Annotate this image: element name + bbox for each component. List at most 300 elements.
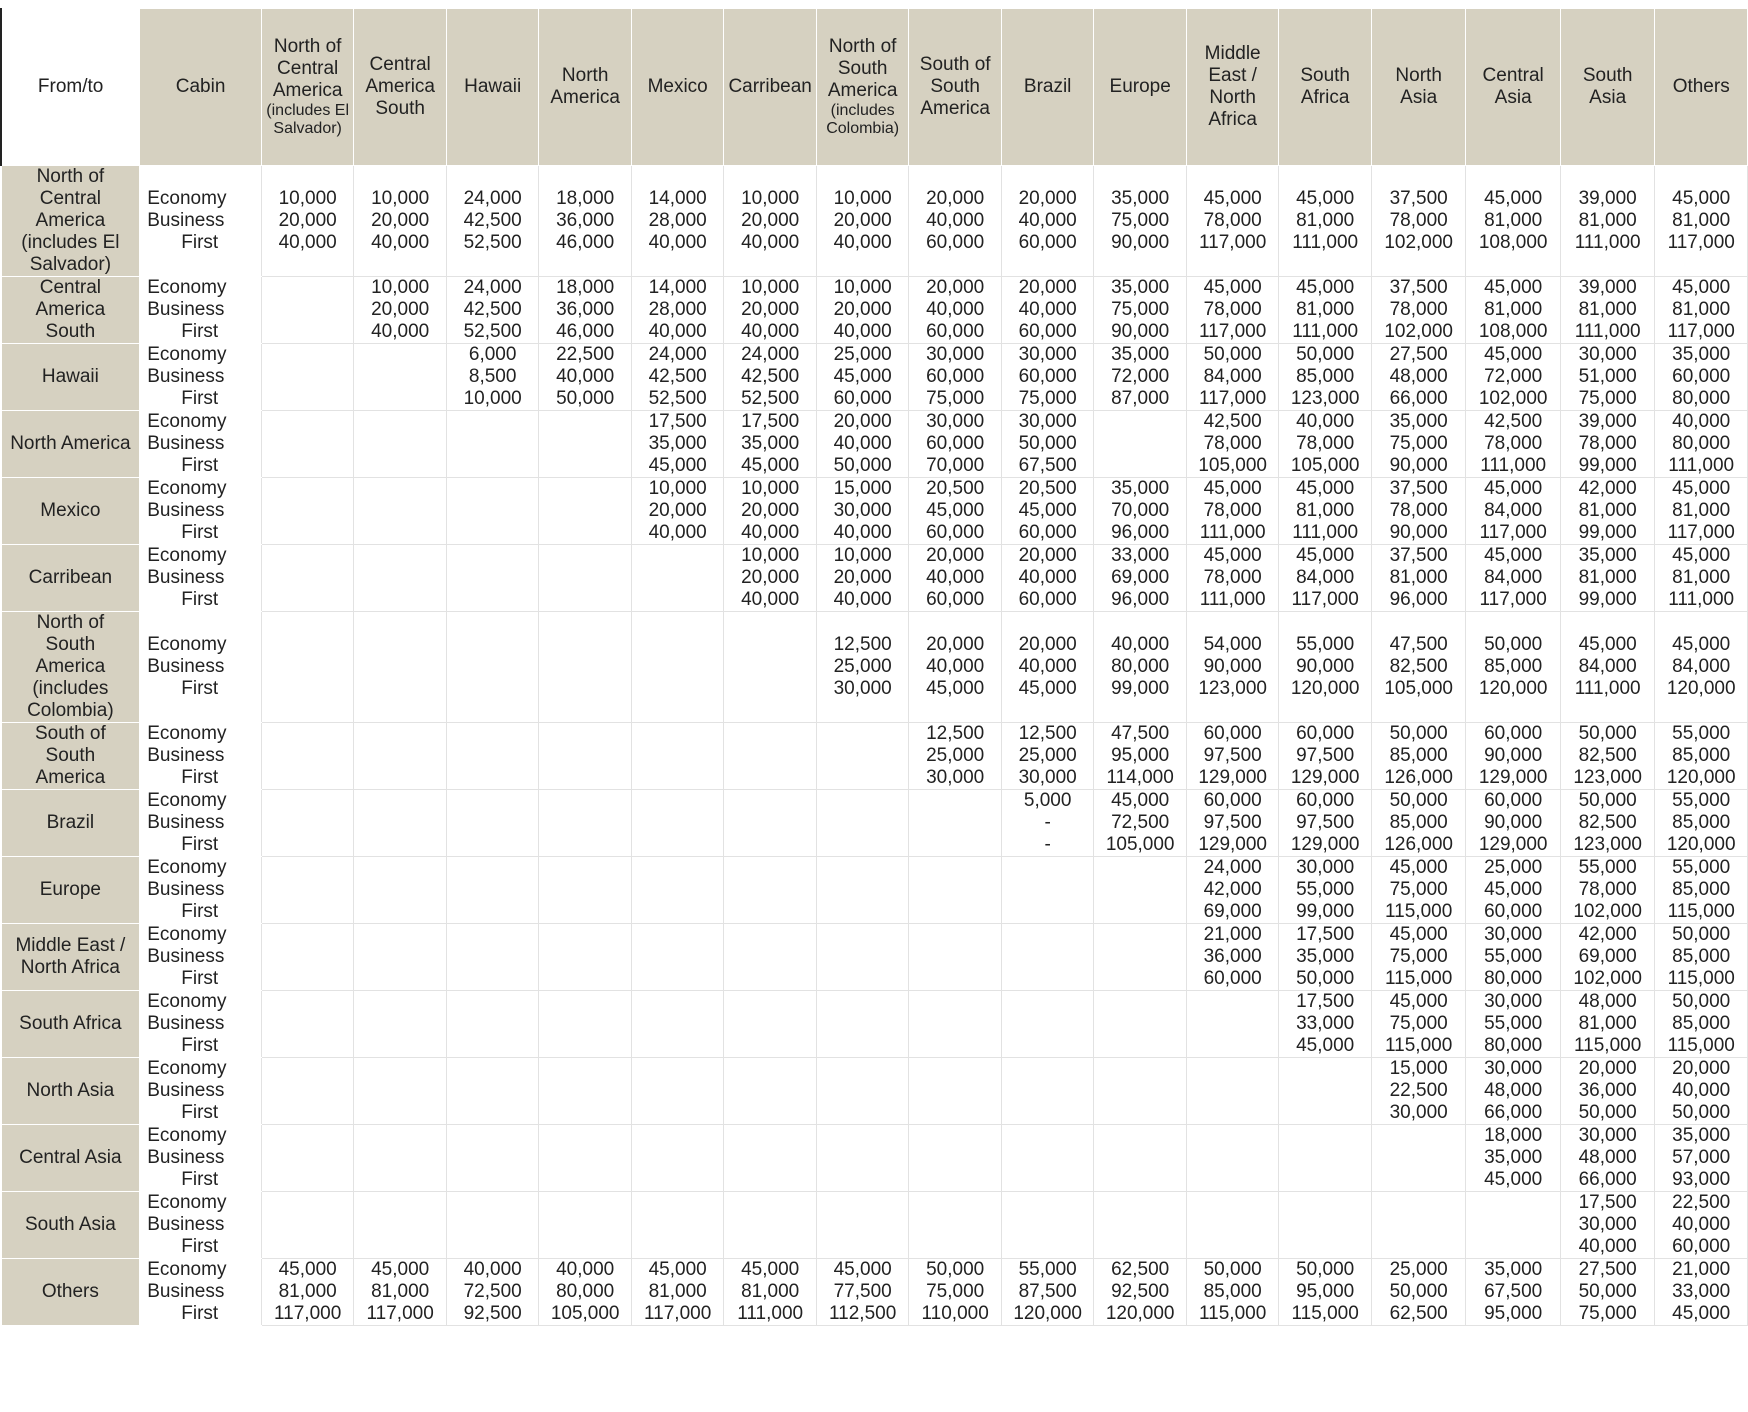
- miles-value: 110,000: [921, 1303, 989, 1324]
- award-cell: [631, 411, 724, 478]
- origin-label-line: South Africa: [19, 1013, 122, 1034]
- miles-value: 92,500: [1111, 1281, 1170, 1302]
- award-cell: [354, 478, 447, 545]
- award-cell: [1560, 924, 1655, 991]
- miles-value: 35,000: [741, 433, 800, 454]
- miles-value: 50,000: [1389, 790, 1448, 811]
- miles-value: 90,000: [1111, 321, 1170, 342]
- miles-value: 99,000: [1578, 589, 1637, 610]
- award-cell: [724, 1192, 817, 1259]
- cabin-list: [140, 857, 262, 924]
- origin-label-line: North Asia: [26, 1080, 115, 1101]
- miles-value: 40,000: [1296, 411, 1355, 432]
- award-cell: [1560, 545, 1655, 612]
- destination-header-line: America: [365, 76, 435, 97]
- miles-value: 115,000: [1574, 1035, 1642, 1056]
- miles-value: 60,000: [926, 366, 985, 387]
- miles-value: 37,500: [1389, 188, 1448, 209]
- miles-value: 20,000: [648, 500, 707, 521]
- miles-value: 126,000: [1384, 834, 1453, 855]
- cabin-list: [140, 478, 262, 545]
- miles-value: 20,000: [741, 299, 800, 320]
- miles-value: 35,000: [1111, 478, 1170, 499]
- miles-value: 117,000: [274, 1303, 342, 1324]
- miles-value: 81,000: [741, 1281, 800, 1302]
- miles-value: 72,500: [1111, 812, 1170, 833]
- miles-value: 52,500: [463, 232, 522, 253]
- miles-value: 50,000: [1578, 790, 1637, 811]
- miles-value: 81,000: [648, 1281, 707, 1302]
- award-cell: [1560, 1125, 1655, 1192]
- award-cell: [631, 277, 724, 344]
- award-cell: [816, 790, 909, 857]
- award-cell: [1186, 478, 1279, 545]
- award-cell: [1655, 411, 1748, 478]
- origin-label: [1, 1125, 140, 1192]
- origin-label: [1, 344, 140, 411]
- award-cell: [354, 344, 447, 411]
- award-cell: [1186, 924, 1279, 991]
- award-cell: [1466, 1192, 1561, 1259]
- miles-value: 90,000: [1296, 656, 1355, 677]
- miles-value: 45,000: [1296, 478, 1355, 499]
- miles-value: 30,000: [1389, 1102, 1448, 1123]
- miles-value: 66,000: [1578, 1169, 1637, 1190]
- award-cell: [724, 1125, 817, 1192]
- miles-value: 42,000: [1578, 924, 1637, 945]
- miles-value: 20,000: [926, 545, 985, 566]
- award-cell: [1655, 1125, 1748, 1192]
- award-cell: [631, 612, 724, 723]
- miles-value: 40,000: [1018, 656, 1077, 677]
- miles-value: 45,000: [1672, 634, 1731, 655]
- table-row: [1, 612, 1748, 723]
- miles-value: 111,000: [737, 1303, 804, 1324]
- cabin-label: First: [181, 1035, 219, 1056]
- miles-value: 50,000: [926, 1259, 985, 1280]
- miles-value: 20,500: [1018, 478, 1077, 499]
- table-row: [1, 723, 1748, 790]
- miles-value: 20,000: [833, 567, 892, 588]
- miles-value: 45,000: [1018, 678, 1077, 699]
- cabin-list: [140, 411, 262, 478]
- award-cell: [1001, 991, 1094, 1058]
- award-cell: [1279, 1192, 1372, 1259]
- miles-value: 57,000: [1672, 1147, 1731, 1168]
- header-row: [1, 9, 1748, 166]
- cabin-list: [140, 545, 262, 612]
- miles-value: 17,500: [1578, 1192, 1637, 1213]
- origin-label-line: North of: [36, 166, 105, 187]
- award-cell: [1371, 478, 1466, 545]
- miles-value: 87,500: [1018, 1281, 1077, 1302]
- miles-value: 117,000: [1479, 522, 1547, 543]
- miles-value: 80,000: [1111, 656, 1170, 677]
- award-cell: [909, 545, 1002, 612]
- destination-header: [539, 9, 632, 166]
- award-cell: [446, 790, 539, 857]
- miles-value: 20,000: [371, 299, 430, 320]
- award-cell: [446, 612, 539, 723]
- destination-header-line: Africa: [1208, 109, 1257, 130]
- origin-label-line: North America: [10, 433, 131, 454]
- miles-value: 81,000: [1672, 500, 1731, 521]
- miles-value: 60,000: [1484, 723, 1543, 744]
- cabin-label: Business: [147, 1013, 225, 1034]
- miles-value: 90,000: [1111, 232, 1170, 253]
- miles-value: 35,000: [1484, 1147, 1543, 1168]
- miles-value: 93,000: [1672, 1169, 1731, 1190]
- miles-value: -: [1044, 834, 1051, 855]
- miles-value: 123,000: [1573, 834, 1642, 855]
- miles-value: 30,000: [926, 344, 985, 365]
- miles-value: 10,000: [463, 388, 522, 409]
- award-cell: [909, 1058, 1002, 1125]
- miles-value: 102,000: [1384, 321, 1453, 342]
- miles-value: 18,000: [556, 277, 615, 298]
- cabin-label: First: [181, 321, 219, 342]
- miles-value: 37,500: [1389, 277, 1448, 298]
- miles-value: 102,000: [1384, 232, 1453, 253]
- miles-value: 117,000: [1291, 589, 1359, 610]
- miles-value: 33,000: [1296, 1013, 1355, 1034]
- miles-value: 50,000: [1389, 723, 1448, 744]
- miles-value: 115,000: [1667, 968, 1735, 989]
- award-cell: [354, 1192, 447, 1259]
- miles-value: 85,000: [1672, 745, 1731, 766]
- award-cell: [1001, 411, 1094, 478]
- miles-value: 60,000: [833, 388, 892, 409]
- award-cell: [1371, 1058, 1466, 1125]
- miles-value: 117,000: [1199, 232, 1267, 253]
- miles-value: 52,500: [741, 388, 800, 409]
- award-cell: [724, 612, 817, 723]
- miles-value: 40,000: [833, 232, 892, 253]
- award-cell: [1371, 545, 1466, 612]
- miles-value: 105,000: [1105, 834, 1175, 855]
- miles-value: 22,500: [1389, 1080, 1448, 1101]
- miles-value: 52,500: [648, 388, 707, 409]
- award-cell: [354, 723, 447, 790]
- award-cell: [724, 1058, 817, 1125]
- cabin-list: [140, 723, 262, 790]
- miles-value: 40,000: [926, 299, 985, 320]
- award-cell: [816, 1192, 909, 1259]
- miles-value: 82,500: [1578, 812, 1637, 833]
- miles-value: 85,000: [1389, 812, 1448, 833]
- miles-value: 21,000: [1672, 1259, 1731, 1280]
- award-cell: [1560, 723, 1655, 790]
- award-cell: [1001, 924, 1094, 991]
- miles-value: 90,000: [1203, 656, 1262, 677]
- miles-value: 40,000: [463, 1259, 522, 1280]
- miles-value: 40,000: [556, 1259, 615, 1280]
- miles-value: 84,000: [1578, 656, 1637, 677]
- destination-header-line: America: [920, 98, 990, 119]
- cabin-label: Business: [147, 500, 225, 521]
- award-cell: [909, 857, 1002, 924]
- miles-value: 25,000: [1484, 857, 1543, 878]
- table-row: [1, 790, 1748, 857]
- miles-value: 80,000: [1484, 968, 1543, 989]
- miles-value: 35,000: [1389, 411, 1448, 432]
- miles-value: 37,500: [1389, 545, 1448, 566]
- award-cell: [816, 991, 909, 1058]
- award-cell: [1186, 411, 1279, 478]
- miles-value: 39,000: [1578, 188, 1637, 209]
- miles-value: 75,000: [926, 1281, 985, 1302]
- award-cell: [1466, 612, 1561, 723]
- award-cell: [261, 857, 354, 924]
- origin-label: [1, 478, 140, 545]
- miles-value: 20,000: [1018, 188, 1077, 209]
- award-cell: [354, 166, 447, 277]
- award-cell: [1279, 411, 1372, 478]
- award-cell: [539, 1125, 632, 1192]
- miles-value: 17,500: [1296, 991, 1355, 1012]
- miles-value: 102,000: [1573, 968, 1642, 989]
- miles-value: 105,000: [1290, 455, 1360, 476]
- award-cell: [1094, 991, 1187, 1058]
- cabin-label: First: [181, 455, 219, 476]
- cabin-label: Business: [147, 366, 225, 387]
- award-cell: [631, 991, 724, 1058]
- award-cell: [1371, 790, 1466, 857]
- award-cell: [1279, 1259, 1372, 1326]
- award-cell: [1094, 344, 1187, 411]
- award-cell: [1560, 1259, 1655, 1326]
- miles-value: 81,000: [1296, 210, 1355, 231]
- miles-value: 129,000: [1478, 834, 1548, 855]
- cabin-list: [140, 924, 262, 991]
- award-cell: [1186, 991, 1279, 1058]
- origin-label: [1, 612, 140, 723]
- cabin-label: Economy: [147, 857, 227, 878]
- cabin-label: First: [181, 901, 219, 922]
- miles-value: 115,000: [1385, 1035, 1453, 1056]
- miles-value: 20,000: [741, 210, 800, 231]
- award-cell: [816, 166, 909, 277]
- award-cell: [539, 478, 632, 545]
- award-cell: [1655, 277, 1748, 344]
- award-cell: [1094, 723, 1187, 790]
- origin-label: [1, 790, 140, 857]
- miles-value: 117,000: [1479, 589, 1547, 610]
- award-cell: [354, 411, 447, 478]
- miles-value: 75,000: [1111, 210, 1170, 231]
- award-cell: [724, 991, 817, 1058]
- miles-value: 105,000: [1384, 678, 1453, 699]
- award-cell: [539, 166, 632, 277]
- award-cell: [1560, 790, 1655, 857]
- miles-value: 50,000: [1672, 1102, 1731, 1123]
- award-cell: [1466, 344, 1561, 411]
- miles-value: 120,000: [1105, 1303, 1175, 1324]
- destination-header-line: South: [375, 98, 425, 119]
- miles-value: 81,000: [371, 1281, 430, 1302]
- miles-value: 99,000: [1296, 901, 1355, 922]
- miles-value: 55,000: [1484, 946, 1543, 967]
- award-cell: [1279, 344, 1372, 411]
- table-body: [1, 166, 1748, 1326]
- miles-value: 72,000: [1111, 366, 1170, 387]
- award-cell: [1001, 1192, 1094, 1259]
- miles-value: 20,000: [278, 210, 337, 231]
- miles-value: 115,000: [1667, 901, 1735, 922]
- miles-value: 24,000: [741, 344, 800, 365]
- miles-value: 48,000: [1578, 1147, 1637, 1168]
- miles-value: 60,000: [926, 321, 985, 342]
- miles-value: 10,000: [741, 188, 800, 209]
- award-cell: [261, 1259, 354, 1326]
- miles-value: 112,500: [829, 1303, 897, 1324]
- destination-header-line: North of: [828, 36, 897, 57]
- origin-label-line: North Africa: [20, 957, 120, 978]
- award-cell: [1001, 857, 1094, 924]
- miles-value: 126,000: [1384, 767, 1453, 788]
- miles-value: 90,000: [1484, 812, 1543, 833]
- origin-label: [1, 991, 140, 1058]
- cabin-label: Business: [147, 299, 225, 320]
- award-cell: [1371, 924, 1466, 991]
- miles-value: 40,000: [278, 232, 337, 253]
- miles-value: 78,000: [1203, 500, 1262, 521]
- destination-header-line: Hawaii: [464, 76, 522, 97]
- origin-label-line: North of: [36, 612, 105, 633]
- miles-value: 50,000: [1018, 433, 1077, 454]
- miles-value: 42,500: [741, 366, 800, 387]
- miles-value: 5,000: [1023, 790, 1072, 811]
- destination-header-line: Central: [1482, 65, 1544, 86]
- origin-label-line: America: [35, 299, 106, 320]
- award-cell: [1371, 166, 1466, 277]
- miles-value: 99,000: [1578, 522, 1637, 543]
- award-cell: [446, 1058, 539, 1125]
- miles-value: 40,000: [926, 210, 985, 231]
- miles-value: 40,000: [648, 522, 707, 543]
- cabin-label: First: [181, 522, 219, 543]
- origin-label-line: Hawaii: [41, 366, 99, 387]
- miles-value: 35,000: [1111, 344, 1170, 365]
- award-cell: [1186, 277, 1279, 344]
- miles-value: 45,000: [833, 366, 892, 387]
- award-cell: [1466, 411, 1561, 478]
- miles-value: 35,000: [1672, 344, 1731, 365]
- miles-value: 67,500: [1018, 455, 1077, 476]
- award-cell: [1655, 991, 1748, 1058]
- destination-header: [1371, 9, 1466, 166]
- award-cell: [1279, 991, 1372, 1058]
- cabin-label: Business: [147, 745, 225, 766]
- cabin-label: Economy: [147, 344, 227, 365]
- award-cell: [1186, 1058, 1279, 1125]
- award-cell: [909, 411, 1002, 478]
- miles-value: 95,000: [1484, 1303, 1543, 1324]
- miles-value: 78,000: [1578, 879, 1637, 900]
- miles-value: 84,000: [1484, 567, 1543, 588]
- miles-value: 81,000: [1672, 210, 1731, 231]
- miles-value: 55,000: [1484, 1013, 1543, 1034]
- miles-value: 42,500: [1484, 411, 1543, 432]
- award-cell: [1094, 857, 1187, 924]
- award-cell: [909, 991, 1002, 1058]
- award-cell: [446, 1259, 539, 1326]
- cabin-list: [140, 1192, 262, 1259]
- miles-value: 81,000: [1578, 210, 1637, 231]
- award-cell: [261, 723, 354, 790]
- destination-header: [631, 9, 724, 166]
- table-row: [1, 344, 1748, 411]
- miles-value: 111,000: [1292, 232, 1359, 253]
- miles-value: 40,000: [926, 567, 985, 588]
- award-cell: [1466, 1125, 1561, 1192]
- award-cell: [539, 612, 632, 723]
- destination-header-line: Colombia): [826, 120, 900, 137]
- award-cell: [1655, 478, 1748, 545]
- award-cell: [539, 790, 632, 857]
- award-cell: [1001, 545, 1094, 612]
- award-cell: [1279, 1125, 1372, 1192]
- award-cell: [1655, 1058, 1748, 1125]
- table-row: [1, 166, 1748, 277]
- destination-header: [1001, 9, 1094, 166]
- award-cell: [909, 277, 1002, 344]
- destination-header-line: Central: [369, 54, 431, 75]
- award-cell: [539, 857, 632, 924]
- miles-value: 81,000: [1389, 567, 1448, 588]
- award-cell: [261, 612, 354, 723]
- miles-value: 90,000: [1484, 745, 1543, 766]
- award-cell: [1186, 166, 1279, 277]
- award-cell: [1466, 1058, 1561, 1125]
- miles-value: 60,000: [926, 522, 985, 543]
- miles-value: 45,000: [648, 1259, 707, 1280]
- miles-value: 45,000: [278, 1259, 337, 1280]
- award-cell: [261, 924, 354, 991]
- cabin-list: [140, 612, 262, 723]
- miles-value: 108,000: [1478, 232, 1548, 253]
- award-cell: [631, 1125, 724, 1192]
- award-cell: [539, 723, 632, 790]
- miles-value: 25,000: [833, 656, 892, 677]
- cabin-label: First: [181, 232, 219, 253]
- award-cell: [909, 344, 1002, 411]
- award-cell: [1094, 612, 1187, 723]
- miles-value: 35,000: [648, 433, 707, 454]
- miles-value: 81,000: [1484, 299, 1543, 320]
- cabin-label: Economy: [147, 723, 227, 744]
- miles-value: 30,000: [1578, 344, 1637, 365]
- miles-value: 117,000: [644, 1303, 712, 1324]
- award-cell: [816, 1259, 909, 1326]
- miles-value: 97,500: [1203, 745, 1262, 766]
- miles-value: 14,000: [648, 188, 707, 209]
- miles-value: 111,000: [1480, 455, 1547, 476]
- miles-value: 17,500: [741, 411, 800, 432]
- origin-label-line: Others: [41, 1281, 99, 1302]
- miles-value: 84,000: [1484, 500, 1543, 521]
- miles-value: 35,000: [1578, 545, 1637, 566]
- award-cell: [909, 1192, 1002, 1259]
- miles-value: 72,500: [463, 1281, 522, 1302]
- miles-value: 48,000: [1578, 991, 1637, 1012]
- award-cell: [724, 857, 817, 924]
- miles-value: 81,000: [278, 1281, 337, 1302]
- miles-value: 35,000: [1296, 946, 1355, 967]
- miles-value: 115,000: [1291, 1303, 1359, 1324]
- miles-value: 30,000: [1018, 767, 1077, 788]
- award-cell: [261, 277, 354, 344]
